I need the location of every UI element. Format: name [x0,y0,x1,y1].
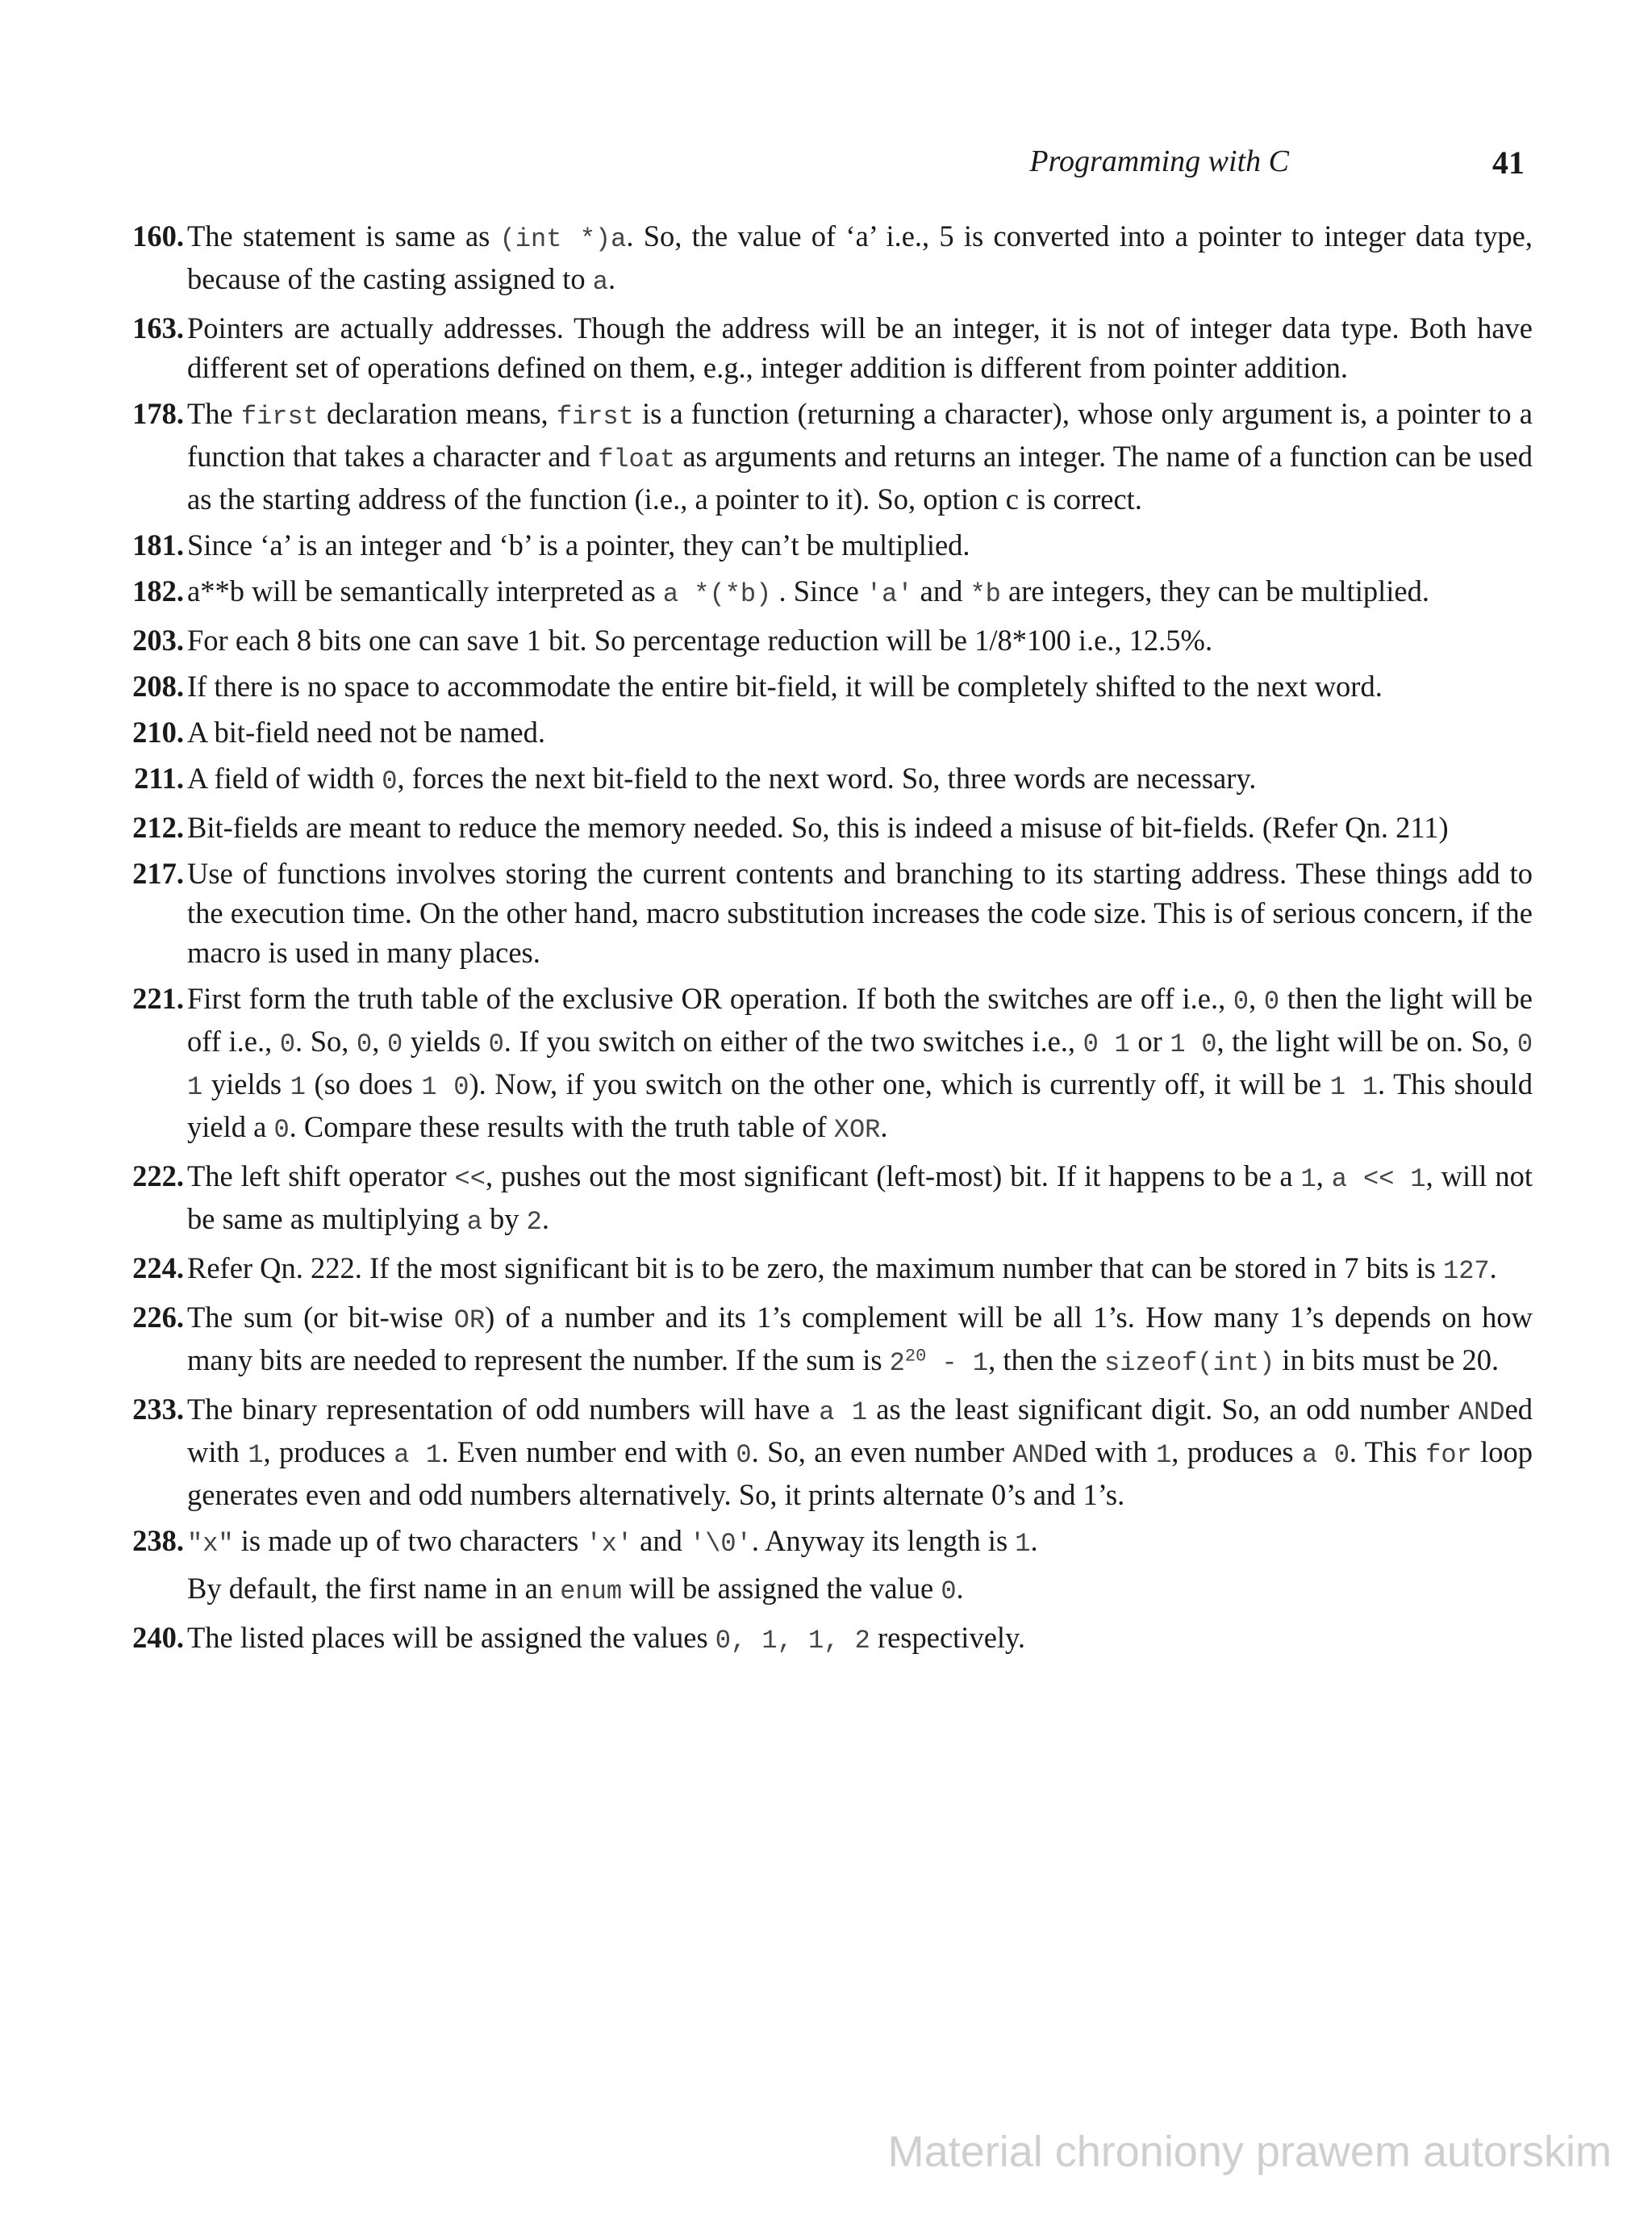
answer-entry [132,808,1533,847]
answer-entry [132,666,1533,706]
answer-number: 182. [132,574,184,608]
answer-number: 224. [132,1251,184,1284]
answer-number: 163. [132,311,184,345]
answer-entry [132,1521,1533,1564]
copyright-watermark: Material chroniony prawem autorskim [887,2128,1612,2176]
answer-entry [132,308,1533,387]
page-header [0,144,1652,192]
answer-entry [132,1389,1533,1514]
answer-number: 178. [132,397,184,430]
answer-entry [132,216,1533,302]
answer-number: 212. [132,811,184,844]
answer-text: Since ‘a’ is an integer and ‘b’ is a pointer, they can’t be multiplied. [187,528,970,562]
answer-number: 221. [132,982,184,1015]
answer-text: If there is no space to accommodate the entire bit-field, it will be completely shifted to the next word. [187,670,1383,703]
answer-number: 238. [132,1524,184,1557]
answer-entry [132,525,1533,565]
answer-number: 203. [132,624,184,657]
answer-entry [132,620,1533,660]
answer-entry [132,979,1533,1150]
answer-text: "x" is made up of two characters 'x' and '\0'. Anyway its length is 1. [187,1524,1038,1559]
answer-number: 160. [132,219,184,253]
answer-entry [132,1156,1533,1242]
answer-text: For each 8 bits one can save 1 bit. So percentage reduction will be 1/8*100 i.e., 12.5%. [187,624,1213,657]
answer-text: The left shift operator <<, pushes out the most significant (left-most) bit. If it happens to be a 1, a << 1, will not be same as multiplying a by 2. [187,1159,1533,1237]
answer-text: The sum (or bit-wise OR) of a number and its 1’s complement will be all 1’s. How many 1’s depends on how many bits are needed to represent the number. If the sum is $2^{20} - 1$, then the sizeof(int) in bits must be 20. [187,1301,1533,1378]
answer-text: Bit-fields are meant to reduce the memory needed. So, this is indeed a misuse of bit-fields. (Refer Qn. 211) [187,811,1449,844]
answer-text: The binary representation of odd numbers will have a 1 as the least significant digit. So, an odd number ANDed with 1, produces a 1. Even number end with 0. So, an even number ANDed with 1, produces a 0. This for loop generates even and odd numbers alternatively. So, it prints alternate 0’s and 1’s. [187,1393,1533,1511]
answer-text: The listed places will be assigned the values 0, 1, 1, 2 respectively. [187,1621,1026,1656]
answer-text: a**b will be semantically interpreted as a *(*b) . Since 'a' and *b are integers, they can be multiplied. [187,574,1429,609]
answer-entry [132,854,1533,972]
answer-entry [132,1618,1533,1660]
answer-number: 233. [132,1393,184,1426]
answer-text: The first declaration means, first is a function (returning a character), whose only argument is, a pointer to a function that takes a character and float as arguments and returns an integer. The name of a function can be used as the starting address of the function (i.e., a pointer to it). So, option c is correct. [187,397,1533,516]
answer-entry [132,1297,1533,1383]
answer-number: 226. [132,1301,184,1334]
answer-entry [132,571,1533,614]
page-number: 41 [1492,144,1525,181]
answer-text: By default, the first name in an enum will be assigned the value 0. [187,1572,964,1606]
answer-number: 217. [132,857,184,890]
answer-text: A bit-field need not be named. [187,716,545,749]
running-title: Programming with C [1029,144,1289,178]
answer-entry [132,712,1533,752]
answer-number: 240. [132,1621,184,1654]
answers-list [132,216,1533,1667]
answer-number: 222. [132,1159,184,1192]
answer-entry [132,1248,1533,1291]
answer-text: Pointers are actually addresses. Though the address will be an integer, it is not of integer data type. Both have different set of operations defined on them, e.g., integer addition is different from pointer addition. [187,311,1533,384]
answer-number: 211. [134,762,184,795]
answer-entry [132,394,1533,519]
answer-entry [134,758,1533,801]
answer-number: 208. [132,670,184,703]
answer-text: First form the truth table of the exclusive OR operation. If both the switches are off i.e., 0, 0 then the light will be off i.e., 0. So, 0, 0 yields 0. If you switch on either of the two switches i.e., 0 1 or 1 0, the light will be on. So, 0 1 yields 1 (so does 1 0). Now, if you switch on the other one, which is currently off, it will be 1 1. This should yield a 0. Compare these results with the truth table of XOR. [187,982,1533,1145]
answer-number: 210. [132,716,184,749]
answer-number: 181. [132,528,184,562]
answer-text: Refer Qn. 222. If the most significant bit is to be zero, the maximum number that can be stored in 7 bits is 127. [187,1251,1497,1286]
answer-text: The statement is same as (int *)a. So, the value of ‘a’ i.e., 5 is converted into a pointer to integer data type, because of the casting assigned to a. [187,219,1533,297]
answer-text: A field of width 0, forces the next bit-field to the next word. So, three words are necessary. [187,762,1257,796]
answer-entry [152,1568,1533,1611]
answer-text: Use of functions involves storing the current contents and branching to its starting address. These things add to the execution time. On the other hand, macro substitution increases the code size. This is of serious concern, if the macro is used in many places. [187,857,1533,969]
